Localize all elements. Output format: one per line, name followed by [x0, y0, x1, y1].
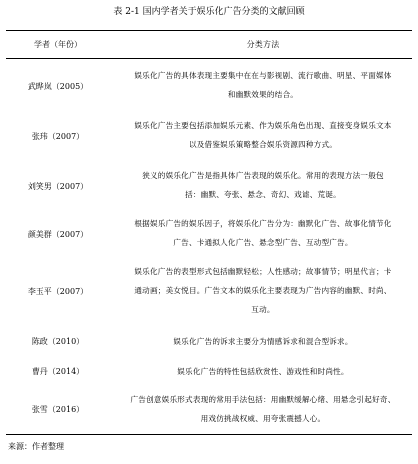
- header-method: 分类方法: [246, 40, 280, 49]
- method-line: 娱乐化广告的特性包括欣赏性、游戏性和时尚性。: [177, 367, 349, 376]
- row-author: 张玮（2007）: [31, 132, 85, 141]
- method-line: 用戏仿挑战权威、用夸张震撼人心。: [200, 414, 326, 423]
- row-method: [118, 332, 408, 351]
- table-bottom-rule: [6, 434, 412, 435]
- row-method: [118, 362, 408, 381]
- method-line: 狭义的娱乐化广告是指具体广告表现的娱乐化。常用的表现方法一般包: [142, 171, 384, 180]
- table-source-note: 来源：作者整理: [8, 442, 64, 451]
- row-method: [118, 214, 408, 252]
- method-line: 和幽默效果的结合。: [227, 90, 299, 99]
- method-line: 根据娱乐广告的娱乐因子，将娱乐化广告分为：幽默化广告、故事化情节化: [134, 219, 392, 228]
- row-method: [118, 262, 408, 319]
- row-author: 李玉平（2007）: [27, 287, 89, 296]
- method-line: 娱乐化广告主要包括添加娱乐元素、作为娱乐角色出现、直接变身娱乐文本: [134, 121, 392, 130]
- row-author: 陈政（2010）: [31, 337, 85, 346]
- row-author: 张雪（2016）: [31, 405, 85, 414]
- table-header-rule: [6, 58, 412, 59]
- header-author: 学者（年份）: [34, 40, 82, 49]
- row-author: 曹丹（2014）: [31, 367, 85, 376]
- row-author: 刘笑男（2007）: [27, 182, 89, 191]
- method-line: 互动。: [251, 305, 275, 314]
- row-method: [118, 390, 408, 428]
- method-line: 广告创意娱乐形式表现的常用手法包括：用幽默缓解心绪、用悬念引起好奇、: [130, 395, 396, 404]
- table-header-row: [0, 31, 418, 58]
- row-method: [118, 66, 408, 104]
- row-method: [118, 116, 408, 154]
- method-line: 通动画；美女悦目。广告文本的娱乐化主要表现为广告内容的幽默、时尚、: [134, 286, 392, 295]
- method-line: 以及借鉴娱乐策略整合娱乐资源四种方式。: [188, 140, 338, 149]
- method-line: 娱乐化广告的表型形式包括幽默轻松；人性感动；故事情节；明星代言；卡: [134, 267, 392, 276]
- row-author: 颜美群（2007）: [27, 230, 89, 239]
- method-line: 广告、卡通拟人化广告、悬念型广告、互动型广告。: [173, 238, 353, 247]
- row-method: [118, 166, 408, 204]
- row-author: 武晔岚（2005）: [27, 82, 89, 91]
- method-line: 娱乐化广告的具体表现主要集中在在与影视剧、流行歌曲、明星、平面媒体: [134, 71, 392, 80]
- table-caption: 表 2-1 国内学者关于娱乐化广告分类的文献回顾: [113, 7, 305, 17]
- method-line: 括：幽默、夸张、悬念、奇幻、戏谑、荒诞。: [185, 190, 341, 199]
- method-line: 娱乐化广告的诉求主要分为情感诉求和混合型诉求。: [173, 337, 353, 346]
